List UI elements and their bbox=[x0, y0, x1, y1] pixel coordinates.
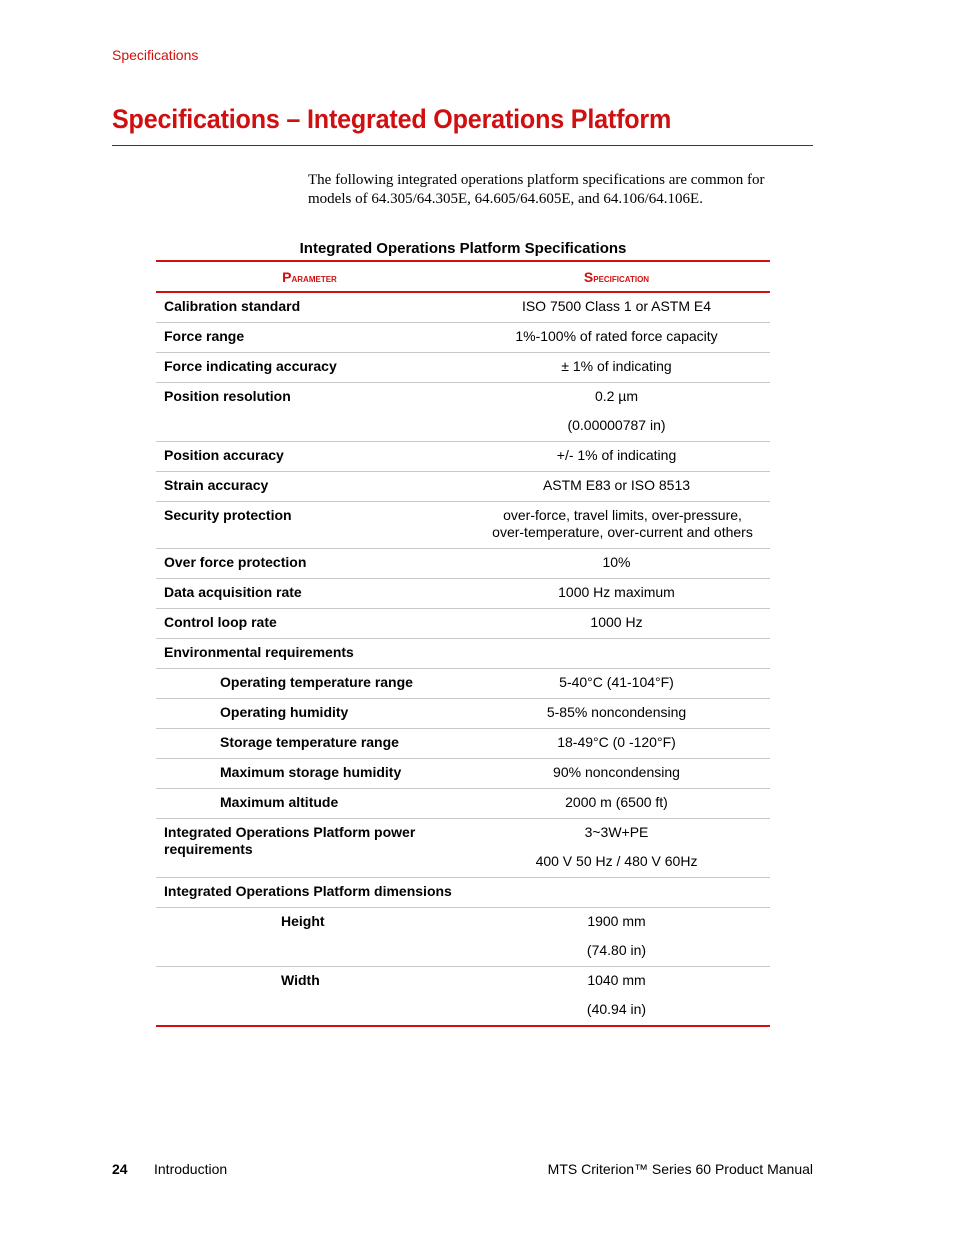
spec-cell: 1%-100% of rated force capacity bbox=[515, 328, 718, 344]
column-header-specification: Specification bbox=[583, 268, 650, 285]
spec-cell: 3~3W+PE 400 V 50 Hz / 480 V 60Hz bbox=[535, 824, 698, 869]
table-row bbox=[156, 789, 770, 819]
spec-cell: ISO 7500 Class 1 or ASTM E4 bbox=[521, 298, 712, 314]
specifications-table bbox=[156, 260, 770, 1027]
table-row bbox=[156, 639, 770, 669]
table-caption: Integrated Operations Platform Specifications bbox=[299, 240, 627, 257]
table-row bbox=[156, 549, 770, 579]
table-row bbox=[156, 609, 770, 639]
table-row bbox=[156, 908, 770, 967]
param-cell: Position accuracy bbox=[164, 447, 284, 463]
title-divider bbox=[112, 145, 813, 146]
table-header-row bbox=[156, 261, 770, 292]
spec-cell bbox=[463, 639, 770, 669]
footer-section: Introduction bbox=[154, 1161, 228, 1177]
intro-paragraph: The following integrated operations platform specifications are common for models of 64.305/64.305E, 64.605/64.605E, and 64.106/64.106E. bbox=[308, 172, 765, 207]
table-row bbox=[156, 819, 770, 878]
table-row bbox=[156, 292, 770, 323]
param-cell: Maximum altitude bbox=[220, 794, 339, 810]
table-row bbox=[156, 383, 770, 442]
param-cell: Control loop rate bbox=[164, 614, 277, 630]
running-head: Specifications bbox=[112, 47, 199, 63]
param-cell: Calibration standard bbox=[164, 298, 301, 314]
spec-cell: 90% noncondensing bbox=[553, 764, 680, 780]
table-row bbox=[156, 323, 770, 353]
param-cell: Maximum storage humidity bbox=[220, 764, 402, 780]
param-cell: Force range bbox=[164, 328, 245, 344]
param-cell: Width bbox=[281, 972, 320, 988]
table-row bbox=[156, 878, 770, 908]
spec-cell: 2000 m (6500 ft) bbox=[565, 794, 668, 810]
table-row bbox=[156, 502, 770, 549]
table-row bbox=[156, 759, 770, 789]
param-cell: Operating humidity bbox=[220, 704, 349, 720]
spec-cell: 18-49°C (0 -120°F) bbox=[557, 734, 676, 750]
table-row bbox=[156, 472, 770, 502]
param-cell: Integrated Operations Platform dimensions bbox=[164, 883, 452, 899]
spec-cell: 1000 Hz bbox=[590, 614, 643, 630]
table-row bbox=[156, 353, 770, 383]
param-cell: Over force protection bbox=[164, 554, 307, 570]
spec-cell bbox=[463, 878, 770, 908]
table-row bbox=[156, 442, 770, 472]
spec-cell: +/- 1% of indicating bbox=[556, 447, 677, 463]
table-row bbox=[156, 699, 770, 729]
table-row bbox=[156, 729, 770, 759]
spec-cell: 10% bbox=[602, 554, 631, 570]
page-title: Specifications – Integrated Operations Platform bbox=[112, 104, 672, 134]
column-header-parameter: Parameter bbox=[282, 268, 337, 285]
spec-cell: 5-40°C (41-104°F) bbox=[559, 674, 674, 690]
param-cell: Strain accuracy bbox=[164, 477, 269, 493]
spec-cell: ± 1% of indicating bbox=[561, 358, 672, 374]
footer-manual-title: MTS Criterion™ Series 60 Product Manual bbox=[547, 1161, 813, 1177]
param-cell: Integrated Operations Platform power requirements bbox=[164, 824, 416, 857]
param-cell: Force indicating accuracy bbox=[164, 358, 337, 374]
param-cell: Height bbox=[281, 913, 325, 929]
param-cell: Position resolution bbox=[164, 388, 291, 404]
param-cell: Security protection bbox=[164, 507, 292, 523]
param-cell: Operating temperature range bbox=[220, 674, 413, 690]
table-row bbox=[156, 669, 770, 699]
spec-cell: 1040 mm (40.94 in) bbox=[586, 972, 647, 1017]
spec-cell: 5-85% noncondensing bbox=[546, 704, 687, 720]
param-cell: Storage temperature range bbox=[220, 734, 399, 750]
table-row bbox=[156, 579, 770, 609]
spec-cell: ASTM E83 or ISO 8513 bbox=[542, 477, 691, 493]
param-cell: Environmental requirements bbox=[164, 644, 354, 660]
spec-cell: 0.2 µm (0.00000787 in) bbox=[567, 388, 666, 433]
spec-cell: 1000 Hz maximum bbox=[558, 584, 675, 600]
spec-cell: over-force, travel limits, over-pressure, over-temperature, over-current and others bbox=[492, 507, 753, 540]
param-cell: Data acquisition rate bbox=[164, 584, 302, 600]
table-row bbox=[156, 967, 770, 1027]
page-number: 24 bbox=[112, 1161, 128, 1177]
spec-cell: 1900 mm (74.80 in) bbox=[586, 913, 647, 958]
